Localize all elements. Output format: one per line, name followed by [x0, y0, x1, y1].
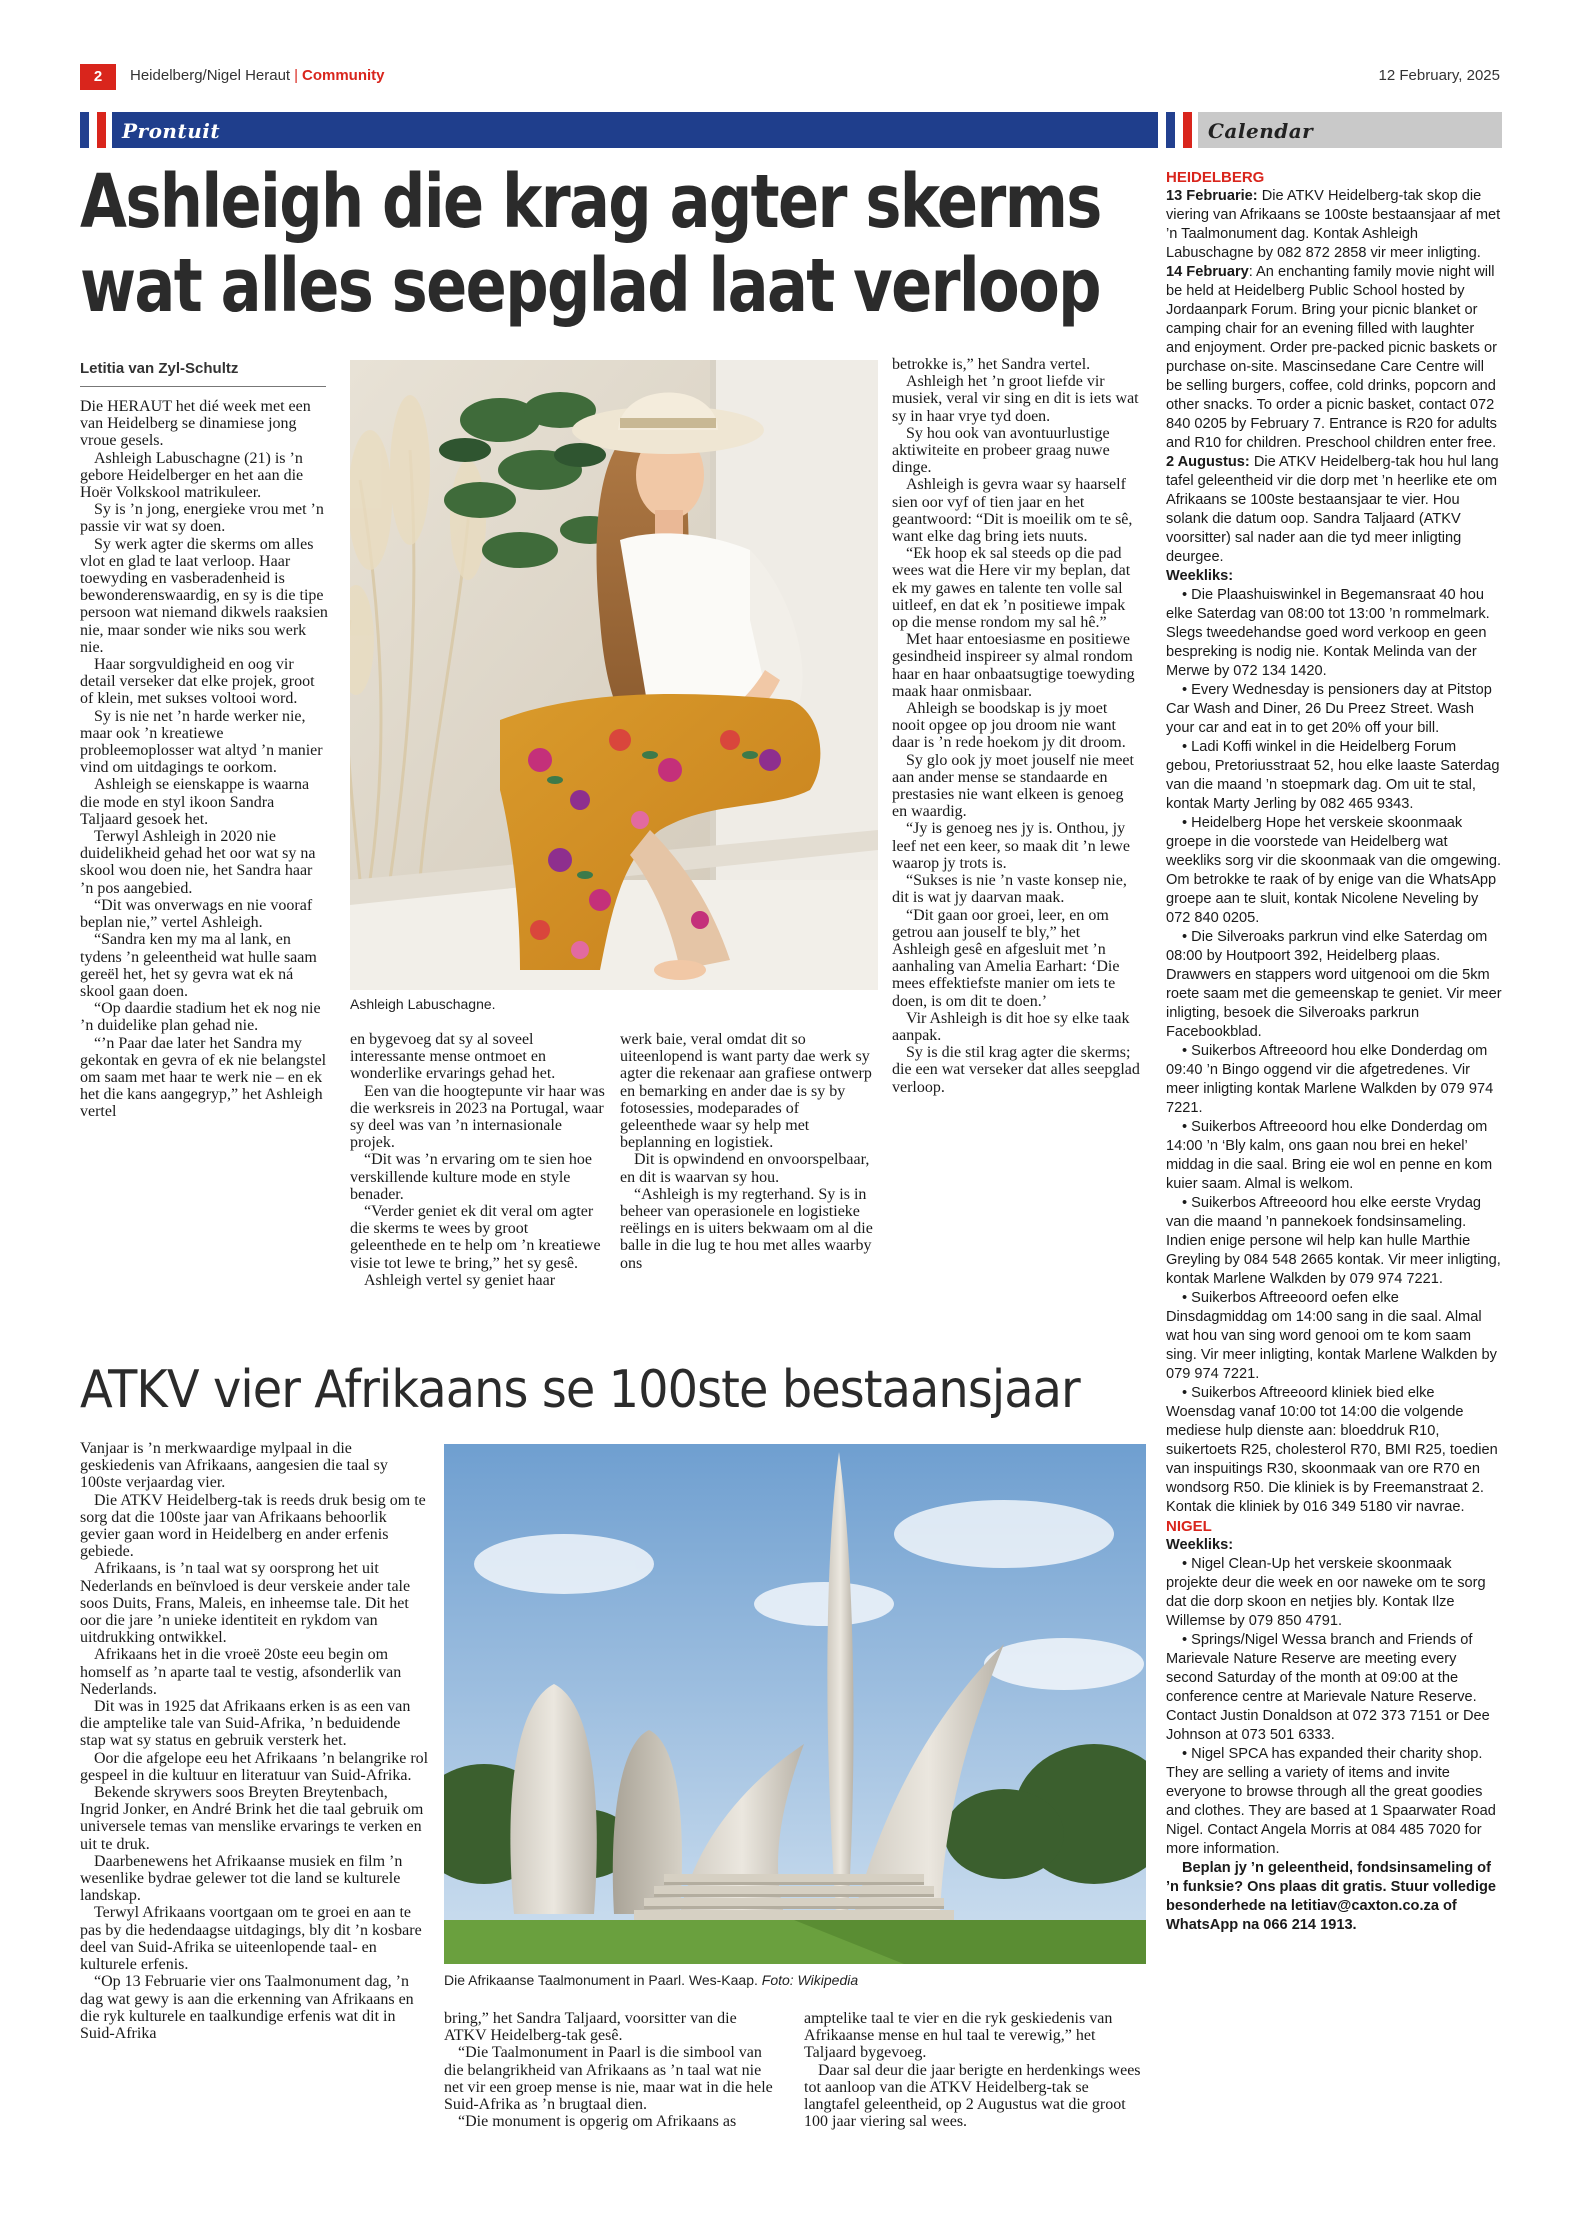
entry-text: Die ATKV Heidelberg-tak hou hul lang tafel geleentheid vir die dorp met ’n heerlike ete om Afrikaans se 100ste bestaansjaar te vier. Hou solank die datum oop. Sandra Taljaard (ATKV voorsitter) sal nader aan die tyd meer inligting deurgee. — [1166, 454, 1499, 565]
paragraph: bring,” het Sandra Taljaard, voorsitter van die ATKV Heidelberg-tak gesê. — [444, 2010, 737, 2045]
article2-headline: ATKV vier Afrikaans se 100ste bestaansjaar — [80, 1360, 1080, 1420]
list-item: • Suikerbos Aftreeoord oefen elke Dinsdagmiddag om 14:00 sang in die saal. Almal wat hou van sing word genooi om te kom saam sing. Vir meer inligting, kontak Marlene Walkden by 079 974 7221. — [1166, 1290, 1497, 1382]
prontuit-banner — [80, 112, 1158, 148]
paragraph: Sy hou ook van avontuurlustige aktiwiteite en probeer graag nuwe dinge. — [892, 424, 1110, 477]
paragraph: “’n Paar dae later het Sandra my gekontak en gevra of ek nie belangstel om saam met haar te werk nie – en ek het die kans aangegryp,” het Ashleigh vertel — [80, 1034, 327, 1121]
list-item: • Suikerbos Aftreeoord hou elke eerste Vrydag van die maand ’n pannekoek fondsinsameling. Indien enige persone wil help kan hulle Marthie Greyling by 084 548 2665 kontak. Vir meer inligting, kontak Marlene Walkden by 079 974 7221. — [1166, 1195, 1501, 1287]
list-item: • Heidelberg Hope het verskeie skoonmaak groepe in die voorstede van Heidelberg wat weekliks sorg vir die skoonmaak van die omgewing. Om betrokke te raak of by enige van die WhatsApp groepe aan te sluit, kontak Nicolene Neveling by 072 840 0205. — [1166, 815, 1502, 926]
publication-name: Heidelberg/Nigel Heraut — [130, 67, 291, 84]
paragraph: Bekende skrywers soos Breyten Breytenbach, Ingrid Jonker, en André Brink het die taal gebruik om universele temas van menslike ervarings te verken en uit te druk. — [80, 1784, 424, 1853]
list-item: • Die Silveroaks parkrun vind elke Saterdag om 08:00 by Houtpoort 392, Heidelberg plaas. Drawwers en stappers word uitgenooi om die 5km roete saam met die gemeenskap te geniet. Vir meer inligting, besoek die Silveroaks parkrun Facebookblad. — [1166, 929, 1502, 1040]
page-header — [80, 64, 1500, 90]
photo-credit: Foto: Wikipedia — [761, 1972, 859, 1988]
paragraph: werk baie, veral omdat dit so uiteenlopend is want party dae werk sy agter die rekenaar aan grafiese ontwerp en bemarking en ander dae is sy by fotosessies, modeparades of geleenthede waar sy help met beplanning en logistiek. — [620, 1031, 872, 1152]
paragraph: Ashleigh vertel sy geniet haar — [364, 1271, 556, 1289]
issue-date: 12 February, 2025 — [1378, 67, 1500, 84]
entry-text: : An enchanting family movie night will be held at Heidelberg Public School hosted by Jordaanpark Forum. Bring your picnic blanket or camping chair for an evening filled with laughter and enjoyment. Order pre-packed picnic baskets or purchase on-site. Mascinsedane Care Centre will be selling burgers, coffee, cold drinks, popcorn and other snacks. To order a picnic basket, contact 072 840 0205 by February 7. Entrance is R20 for adults and R10 for children. Preschool children enter free. — [1166, 264, 1497, 451]
paragraph: Dit was in 1925 dat Afrikaans erken is as een van die amptelike tale van Suid-Afrika, ’n beduidende stap wat sy status en gebruik versterk het. — [80, 1698, 411, 1750]
weekly-heading: Weekliks: — [1166, 1537, 1234, 1553]
paragraph: “Dit was onverwags en nie vooraf beplan nie,” vertel Ashleigh. — [80, 896, 313, 932]
calendar-entry — [1166, 453, 1502, 567]
paragraph: Vanjaar is ’n merkwaardige mylpaal in die geskiedenis van Afrikaans, aangesien die taal sy 100ste verjaardag vier. — [80, 1440, 388, 1492]
paragraph: Die ATKV Heidelberg-tak is reeds druk besig om te sorg dat die 100ste jaar van Afrikaans behoorlik gevier gaan word in Heidelberg en ander erfenis gebiede. — [80, 1491, 426, 1561]
paragraph: Daar sal deur die jaar berigte en herdenkings wees tot aanloop van die ATKV Heidelberg-tak se langtafel geleentheid, op 2 Augustus wat die groot 100 jaar viering sal wees. — [804, 2061, 1141, 2131]
calendar-column — [1166, 168, 1502, 1935]
paragraph: “Ek hoop ek sal steeds op die pad wees wat die Here vir my beplan, dat ek my gawes en talente ten volle sal uitleef, en dat ek ’n positiewe impak op die mense rondom my sal hê.” — [892, 545, 1131, 632]
paragraph: Sy is ’n jong, energieke vrou met ’n passie vir wat sy doen. — [80, 501, 324, 536]
paragraph: “Op daardie stadium het ek nog nie ’n duidelike plan gehad nie. — [80, 1000, 321, 1035]
article1-column-2 — [350, 1031, 606, 1289]
calendar-entry — [1166, 187, 1502, 263]
flag-icon — [1166, 112, 1192, 148]
portrait-photo — [350, 360, 878, 990]
entry-date: 14 February — [1166, 264, 1249, 280]
paragraph: “Sandra ken my ma al lank, en tydens ’n geleentheid wat hulle saam gereël het, het sy gevra wat ek ná skool gaan doen. — [80, 931, 317, 1000]
page-number: 2 — [80, 64, 116, 90]
paragraph: “Op 13 Februarie vier ons Taalmonument dag, ’n dag wat gewy is aan die erkenning van Afrikaans en die ryk kulturele en taalkundige erfenis wat dit in Suid-Afrika — [80, 1973, 414, 2042]
paragraph: “Die Taalmonument in Paarl is die simbool van die belangrikheid van Afrikaans as ’n taal wat nie net vir een groep mense is nie, maar wat in die hele Suid-Afrika as ’n brugtaal dien. — [444, 2044, 773, 2114]
paragraph: “Dit was ’n ervaring om te sien hoe verskillende kulture mode en style benader. — [350, 1151, 592, 1203]
article2-column-3 — [804, 2010, 1142, 2130]
section-name: Community — [302, 67, 385, 84]
calendar-entry — [1166, 263, 1502, 453]
paragraph: “Die monument is opgerig om Afrikaans as — [458, 2113, 737, 2131]
article1-column-3 — [620, 1031, 876, 1272]
calendar-label: Calendar — [1208, 119, 1314, 143]
publication-line — [130, 67, 385, 84]
paragraph: Haar sorgvuldigheid en oog vir detail verseker dat elke projek, groot of klein, met sukses voltooi word. — [80, 656, 315, 708]
paragraph: Die HERAUT het dié week met een van Heidelberg se dinamiese jong vroue gesels. — [80, 398, 311, 450]
town-heading-heidelberg: HEIDELBERG — [1166, 169, 1265, 186]
article2-column-2 — [444, 2010, 782, 2130]
list-item: • Die Plaashuiswinkel in Begemansraat 40 hou elke Saterdag van 08:00 tot 13:00 ’n rommelmark. Slegs tweedehandse goed word verkoop en geen bespreking is nodig nie. Kontak Melinda van der Merwe by 072 134 1420. — [1166, 587, 1490, 679]
prontuit-label: Prontuit — [122, 119, 221, 143]
paragraph: Afrikaans het in die vroeë 20ste eeu begin om homself as ’n aparte taal te vestig, afsonderlik van Nederlands. — [80, 1646, 402, 1698]
article1-column-4 — [892, 356, 1140, 1096]
paragraph: Afrikaans, is ’n taal wat sy oorsprong het uit Nederlands en beïnvloed is deur verskeie ander tale soos Duits, Frans, Maleis, en inheemse tale. Dit het oor die jare ’n unieke identiteit en rykdom van uitdrukking ontwikkel. — [80, 1560, 411, 1647]
paragraph: Ashleigh is gevra waar sy haarself sien oor vyf of tien jaar en het geantwoord: “Dit is moeilik om te sê, want elke dag bring iets nuuts. — [892, 476, 1133, 546]
list-item: • Suikerbos Aftreeoord kliniek bied elke Woensdag vanaf 10:00 tot 14:00 die volgende mediese hulp dienste aan: bloeddruk R10, suikertoets R25, cholesterol R70, BMI R25, toedien van inspuitings R30, skoonmaak van ore R70 en wondsorg R50. Die kliniek is by Freemanstraat 2. Kontak die kliniek by 016 349 5180 vir navrae. — [1166, 1385, 1498, 1515]
paragraph: “Sukses is nie ’n vaste konsep nie, dit is wat jy daarvan maak. — [892, 872, 1127, 907]
list-item: • Nigel SPCA has expanded their charity shop. They are selling a variety of items and invite everyone to browse through all the great goodies and clothes. They are based at 1 Spaarwater Road Nigel. Contact Angela Morris at 084 485 7020 for more information. — [1166, 1746, 1496, 1857]
separator: | — [294, 67, 298, 84]
article2-column-1 — [80, 1440, 430, 2042]
list-item: • Every Wednesday is pensioners day at Pitstop Car Wash and Diner, 26 Du Preez Street. Wash your car and eat in to get 20% off your bill. — [1166, 682, 1492, 736]
portrait-caption: Ashleigh Labuschagne. — [350, 996, 496, 1012]
entry-date: 2 Augustus: — [1166, 454, 1250, 470]
paragraph: “Ashleigh is my regterhand. Sy is in beheer van operasionele en logistieke reëlings en is uiters bekwaam om al die balle in die lug te hou met alles waarby ons — [620, 1185, 873, 1272]
list-item: • Nigel Clean-Up het verskeie skoonmaak projekte deur die week en oor naweke om te sorg dat die dorp skoon en netjies bly. Kontak Ilze Willemse by 079 850 4791. — [1166, 1556, 1486, 1629]
byline: Letitia van Zyl-Schultz — [80, 360, 239, 377]
paragraph: Ashleigh het ’n groot liefde vir musiek, veral vir sing en dit is iets wat sy in haar vrye tyd doen. — [892, 373, 1139, 425]
paragraph: Ashleigh Labuschagne (21) is ’n gebore Heidelberger en het aan die Hoër Volkskool matrikuleer. — [80, 449, 304, 502]
paragraph: Sy werk agter die skerms om alles vlot en glad te laat verloop. Haar toewyding en vasberadenheid is bewonderenswaardig, en sy is die tipe persoon wat niemand dikwels raaksien nie, maar sonder wie niks sou werk nie. — [80, 535, 328, 656]
paragraph: Vir Ashleigh is dit hoe sy elke taak aanpak. — [892, 1009, 1130, 1044]
paragraph: Ashleigh se eienskappe is waarna die mode en styl ikoon Sandra Taljaard gesoek het. — [80, 776, 310, 828]
calendar-banner — [1166, 112, 1502, 148]
submission-note: Beplan jy ’n geleentheid, fondsinsameling of ’n funksie? Ons plaas dit gratis. Stuur volledige besonderhede na letitiav@caxton.co.za of WhatsApp na 066 214 1913. — [1166, 1860, 1497, 1933]
nigel-weekly-list — [1166, 1555, 1502, 1859]
byline-rule — [80, 386, 326, 387]
paragraph: betrokke is,” het Sandra vertel. — [892, 356, 1091, 373]
list-item: • Ladi Koffi winkel in die Heidelberg Forum gebou, Pretoriusstraat 52, hou elke laaste Saterdag van die maand ’n stoepmark dag. Om uit te stal, kontak Marty Jerling by 082 465 9343. — [1166, 739, 1500, 812]
heidelberg-weekly-list — [1166, 586, 1502, 1517]
paragraph: “Dit gaan oor groei, leer, en om getrou aan jouself te bly,” het Ashleigh gesê en afgesluit met ’n aanhaling van Amelia Earhart: ‘Die mees effektiefste manier om iets te doen, is om dit te doen.’ — [892, 906, 1120, 1010]
paragraph: amptelike taal te vier en die ryk geskiedenis van Afrikaanse mense en hul taal te verewig,” het Taljaard bygevoeg. — [804, 2010, 1113, 2062]
town-heading-nigel: NIGEL — [1166, 1518, 1212, 1535]
paragraph: “Verder geniet ek dit veral om agter die skerms te wees by groot geleenthede en te help om ’n kreatiewe visie tot lewe te bring,” het sy gesê. — [350, 1203, 601, 1272]
paragraph: “Jy is genoeg nes jy is. Onthou, jy leef net een keer, so maak dit ’n lewe waarop jy trots is. — [892, 820, 1130, 872]
paragraph: Ahleigh se boodskap is jy moet nooit opgee op jou droom nie want daar is ’n rede hoekom jy dit droom. — [892, 700, 1126, 752]
monument-caption — [444, 1972, 858, 1988]
entry-date: 13 Februarie: — [1166, 188, 1258, 204]
paragraph: Sy glo ook jy moet jouself nie meet aan ander mense se standaarde en prestasies nie want elkeen is genoeg en waardig. — [892, 751, 1134, 821]
list-item: • Suikerbos Aftreeoord hou elke Donderdag om 09:40 ’n Bingo oggend vir die afgetredenes. Vir meer inligting kontak Marlene Walkden by 079 974 7221. — [1166, 1043, 1494, 1116]
list-item: • Springs/Nigel Wessa branch and Friends of Marievale Nature Reserve are meeting every second Saturday of the month at 09:00 at the conference centre at Marievale Nature Reserve. Contact Justin Donaldson at 072 373 7151 or Dee Johnson at 073 501 6333. — [1166, 1632, 1490, 1743]
monument-caption-text: Die Afrikaanse Taalmonument in Paarl. Wes-Kaap. — [444, 1972, 758, 1988]
paragraph: en bygevoeg dat sy al soveel interessante mense ontmoet en wonderlike ervarings gehad het. — [350, 1031, 556, 1083]
article-headline — [80, 159, 1101, 329]
headline-line-2: wat alles seepglad laat verloop — [80, 243, 1100, 329]
list-item: • Suikerbos Aftreeoord hou elke Donderdag om 14:00 ’n ‘Bly kalm, ons gaan nou brei en hekel’ middag in die saal. Bring eie wol en penne en kom kuier saam. Almal is welkom. — [1166, 1119, 1493, 1192]
paragraph: Een van die hoogtepunte vir haar was die werksreis in 2023 na Portugal, waar sy deel was van ’n internasionale projek. — [350, 1082, 605, 1152]
entry-text: Die ATKV Heidelberg-tak skop die viering van Afrikaans se 100ste bestaansjaar af met ’n Taalmonument dag. Kontak Ashleigh Labuschagne by 082 872 2858 vir meer inligting. — [1166, 188, 1501, 261]
paragraph: Dit is opwindend en onvoorspelbaar, en dit is waarvan sy hou. — [620, 1151, 870, 1186]
paragraph: Oor die afgelope eeu het Afrikaans ’n belangrike rol gespeel in die kultuur en literatuur van Suid-Afrika. — [80, 1749, 429, 1784]
weekly-heading: Weekliks: — [1166, 568, 1234, 584]
taalmonument-photo — [444, 1444, 1146, 1964]
paragraph: Terwyl Ashleigh in 2020 nie duidelikheid gehad het oor wat sy na skool wou doen nie, het Sandra haar ’n pos aangebied. — [80, 828, 316, 897]
paragraph: Terwyl Afrikaans voortgaan om te groei en aan te pas by die hedendaagse uitdagings, bly dit ’n kosbare deel van Suid-Afrika se uiteenlopende taal- en kulturele erfenis. — [80, 1904, 422, 1974]
paragraph: Daarbenewens het Afrikaanse musiek en film ’n wesenlike bydrae gelewer tot die land se kulturele landskap. — [80, 1852, 403, 1905]
paragraph: Met haar entoesiasme en positiewe gesindheid inspireer sy almal rondom haar en haar onbaatsugtige toewyding maak haar onmisbaar. — [892, 631, 1135, 700]
article1-column-1 — [80, 398, 328, 1121]
paragraph: Sy is die stil krag agter die skerms; die een wat verseker dat alles seepglad verloop. — [892, 1044, 1140, 1096]
paragraph: Sy is nie net ’n harde werker nie, maar ook ’n kreatiewe probleemoplosser wat altyd ’n manier vind om uitdagings te oorkom. — [80, 707, 323, 777]
headline-line-1: Ashleigh die krag agter skerms — [80, 159, 1101, 245]
flag-icon — [80, 112, 106, 148]
